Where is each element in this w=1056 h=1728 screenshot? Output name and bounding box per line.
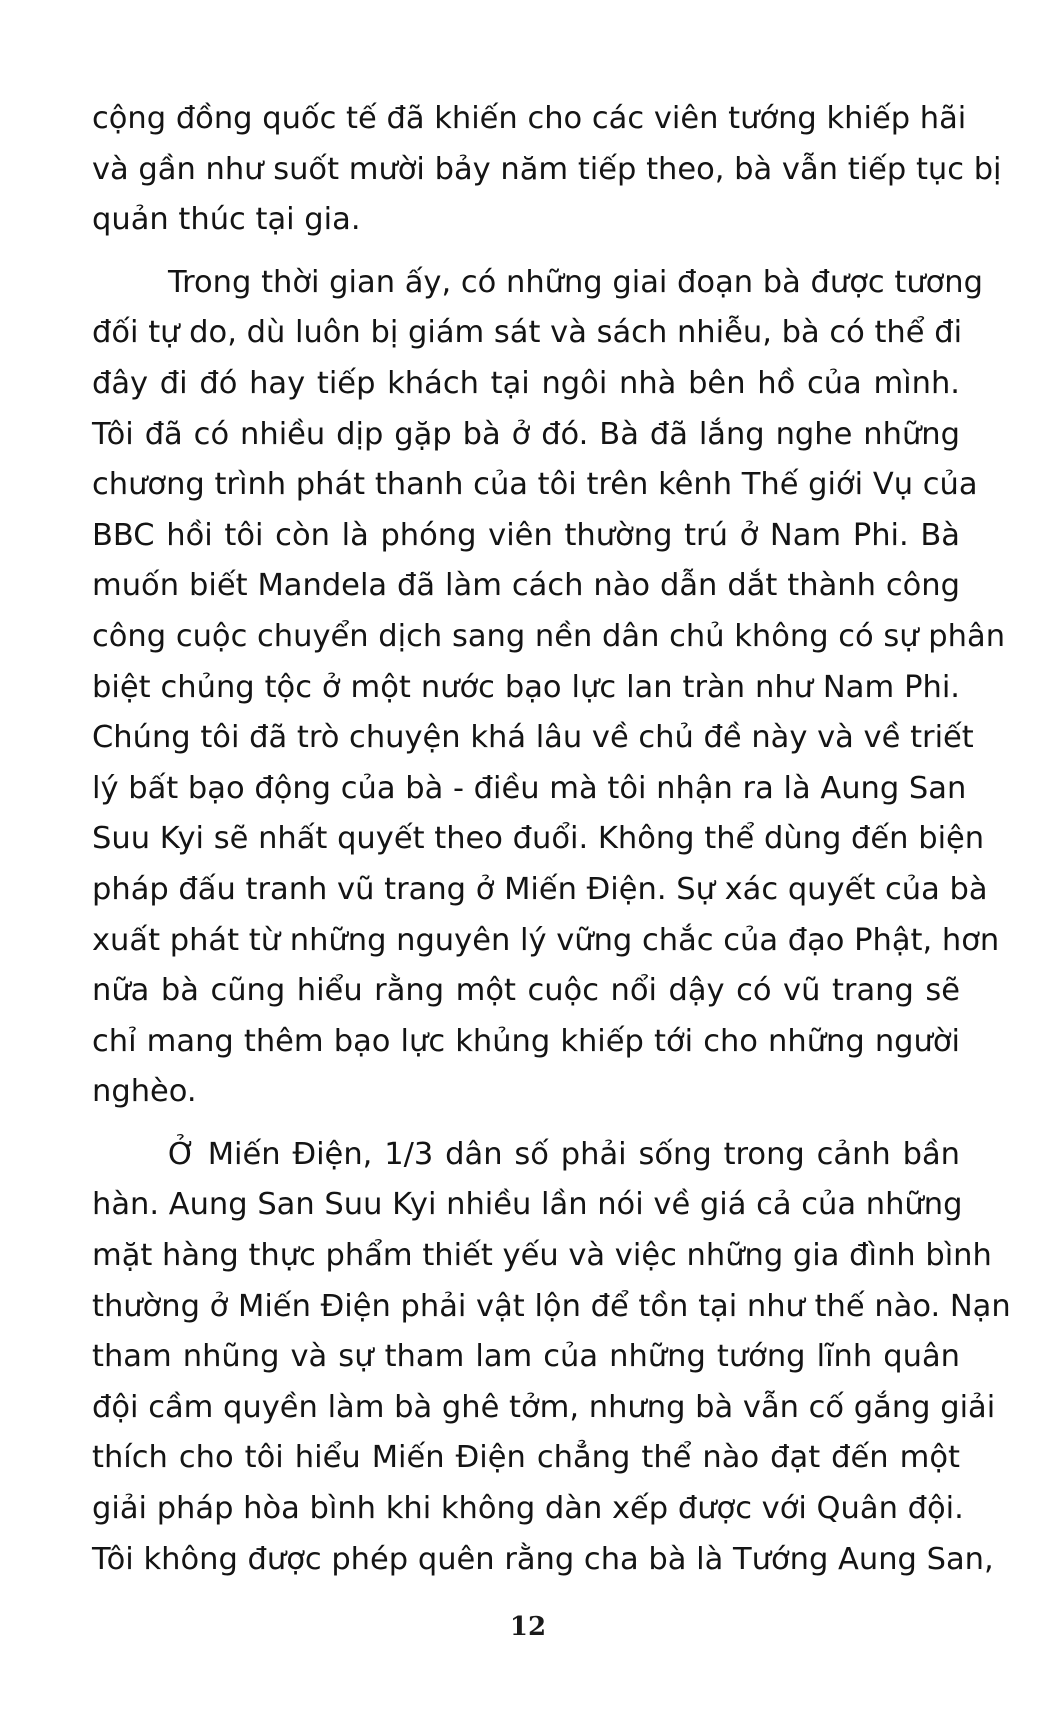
text-line: đây đi đó hay tiếp khách tại ngôi nhà bên hồ của mình. [92,365,960,401]
text-line: biệt chủng tộc ở một nước bạo lực lan tràn như Nam Phi. [92,669,960,705]
text-line: hàn. Aung San Suu Kyi nhiều lần nói về giá cả của những [92,1187,963,1223]
text-line: Suu Kyi sẽ nhất quyết theo đuổi. Không thể dùng đến biện [92,821,985,857]
body-text [92,94,1011,1585]
text-line: chỉ mang thêm bạo lực khủng khiếp tới cho những người [92,1023,960,1059]
text-line: lý bất bạo động của bà - điều mà tôi nhận ra là Aung San [92,770,967,806]
text-line: Tôi đã có nhiều dịp gặp bà ở đó. Bà đã lắng nghe những [92,416,960,452]
text-line: đối tự do, dù luôn bị giám sát và sách nhiễu, bà có thể đi [92,315,963,351]
text-line: muốn biết Mandela đã làm cách nào dẫn dắt thành công [92,568,960,604]
page-number: 12 [509,1612,547,1642]
text-line: mặt hàng thực phẩm thiết yếu và việc những gia đình bình [92,1238,992,1274]
text-line: Tôi không được phép quên rằng cha bà là Tướng Aung San, [92,1541,994,1577]
text-line: cộng đồng quốc tế đã khiến cho các viên tướng khiếp hãi [92,101,967,136]
text-line: quản thúc tại gia. [92,202,361,238]
text-line: chương trình phát thanh của tôi trên kênh Thế giới Vụ của [92,467,978,503]
text-line: giải pháp hòa bình khi không dàn xếp được với Quân đội. [92,1491,964,1527]
text-line: BBC hồi tôi còn là phóng viên thường trú ở Nam Phi. Bà [92,517,960,553]
text-line: nghèo. [92,1074,197,1110]
text-line: nữa bà cũng hiểu rằng một cuộc nổi dậy có vũ trang sẽ [92,973,960,1009]
text-line: pháp đấu tranh vũ trang ở Miến Điện. Sự xác quyết của bà [92,871,988,907]
text-line: tham nhũng và sự tham lam của những tướng lĩnh quân [92,1339,960,1375]
text-line: đội cầm quyền làm bà ghê tởm, nhưng bà vẫn cố gắng giải [92,1389,996,1425]
text-line: thích cho tôi hiểu Miến Điện chẳng thể nào đạt đến một [92,1440,960,1476]
text-line: thường ở Miến Điện phải vật lộn để tồn tại như thế nào. Nạn [92,1288,1011,1324]
text-line: Ở Miến Điện, 1/3 dân số phải sống trong cảnh bần [168,1136,960,1172]
text-line: Trong thời gian ấy, có những giai đoạn bà được tương [168,264,983,300]
text-line: công cuộc chuyển dịch sang nền dân chủ không có sự phân [92,618,1006,654]
text-line: xuất phát từ những nguyên lý vững chắc của đạo Phật, hơn [92,922,1000,958]
text-line: và gần như suốt mười bảy năm tiếp theo, bà vẫn tiếp tục bị [92,151,1002,187]
text-line: Chúng tôi đã trò chuyện khá lâu về chủ đề này và về triết [92,720,974,756]
